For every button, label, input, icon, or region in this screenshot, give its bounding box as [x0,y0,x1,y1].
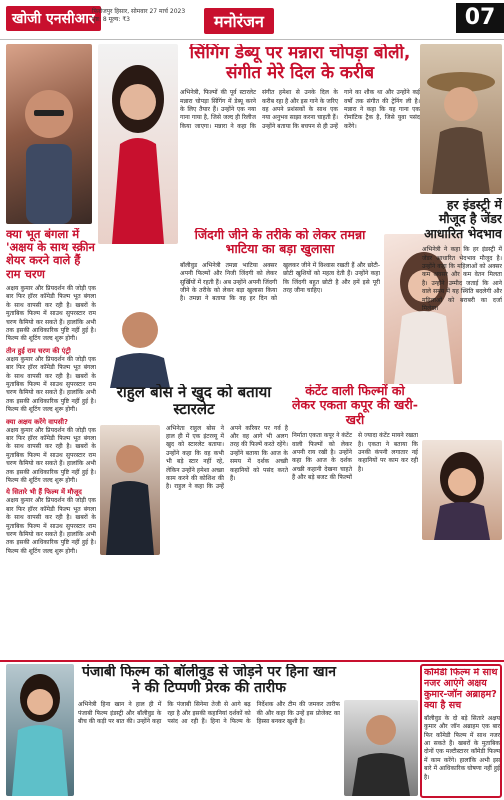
man-portrait-icon [100,425,160,555]
date-line: फिरोजपुर हिसार, सोमवार 27 मार्च 2023 पृष्ठ: 8 मूल्य: ₹3 [92,8,186,23]
subhead-akshay-1: तीन हुई राम चरण की एंट्री [6,346,71,355]
body-akshay-4: अक्षय कुमार और प्रियदर्शन की जोड़ी एक बार फिर हॉरर कॉमेडी फिल्म भूत बंगला के साथ वापसी कर रही है। खबरों के मुताबिक फिल्म में साउथ सुपरस्टार राम चरण कैमियो कर सकते हैं। हालांकि अभी तक इसकी आधिकारिक पुष्टि नहीं हुई है। फिल्म की शूटिंग जल्द शुरू होगी। [6,497,96,555]
photo-rahul [100,300,180,388]
photo-akshay [6,44,92,224]
article-comedy [424,668,500,796]
newspaper-logo: खोजी एनसीआर [6,6,101,31]
article-rahul [100,384,288,652]
subhead-akshay-3: ये सितारे भी हैं फिल्म में मौजूद [6,488,82,497]
masthead [0,0,504,40]
section-divider [0,660,504,662]
article-hina [78,664,340,798]
headline-hina: पंजाबी फिल्म को बॉलीवुड से जोड़ने पर हिना खान ने की टिप्पणी प्रेरक की तारीफ [81,664,337,697]
article-ektaa [292,384,418,658]
subhead-akshay-2: क्या अक्षय करेंगे वापसी? [6,417,68,426]
body-akshay: अक्षय कुमार और प्रियदर्शन की जोड़ी एक बार फिर हॉरर कॉमेडी फिल्म भूत बंगला के साथ वापसी कर रही है। खबरों के मुताबिक फिल्म में साउथ सुपरस्टार राम चरण कैमियो कर सकते हैं। हालांकि अभी तक इसकी आधिकारिक पुष्टि नहीं हुई है। फिल्म की शूटिंग जल्द शुरू होगी। [6,284,96,343]
woman-portrait-icon [6,664,74,796]
photo-gender [420,44,502,194]
headline-mannara: सिंगिंग डेब्यू पर मन्नारा चोपड़ा बोली, संगीत मेरे दिल के करीब [189,44,411,83]
body-comedy: बॉलीवुड के दो बड़े सितारे अक्षय कुमार और जॉन अब्राहम एक बार फिर कॉमेडी फिल्म में साथ नजर आ सकते हैं। खबरों के मुताबिक दोनों एक मल्टीस्टारर कॉमेडी फिल्म में काम करेंगे। हालांकि अभी इस बारे में आधिकारिक घोषणा नहीं हुई है। [424,714,500,781]
body-hina: अभिनेत्री हिना खान ने हाल ही में पंजाबी फिल्म इंडस्ट्री और बॉलीवुड के बीच की कड़ी पर बात की। उन्होंने कहा कि पंजाबी सिनेमा तेजी से आगे बढ़ रहा है और इसकी कहानियां दर्शकों को पसंद आ रही हैं। हिना ने फिल्म के निर्देशक और टीम की जमकर तारीफ की और कहा कि उन्हें इस प्रोजेक्ट का हिस्सा बनकर खुशी है। [78,701,340,725]
article-mannara [180,44,420,224]
photo-akshay-john [344,700,418,796]
body-rahul: अभिनेता राहुल बोस ने हाल ही में एक इंटरव्यू में खुद को स्टारलेट बताया। उन्होंने कहा कि वह कभी भी बड़े स्टार नहीं रहे, लेकिन उन्होंने हमेशा अच्छा काम करने की कोशिश की है। राहुल ने कहा कि उन्हें अपने करियर पर गर्व है और वह आगे भी अलग तरह की फिल्में करते रहेंगे। उन्होंने बताया कि आज के समय में दर्शक अच्छी कहानियों को पसंद करते हैं। [166,424,288,491]
section-title: मनोरंजन [204,8,274,34]
man-portrait-icon [100,300,180,388]
photo-ektaa [422,440,502,540]
headline-akshay: क्या भूत बंगला में 'अक्षय के साथ स्क्रीन शेयर करने वाले हैं राम चरण [6,228,95,281]
body-ektaa: निर्माता एकता कपूर ने कंटेंट वाली फिल्मों को लेकर अपनी राय रखी है। उन्होंने कहा कि आज के दर्शक अच्छी कहानी देखना चाहते हैं और बड़े बजट की फिल्मों से ज्यादा कंटेंट मायने रखता है। एकता ने बताया कि उनकी कंपनी लगातार नई कहानियों पर काम कर रही है। [292,432,418,482]
headline-gender: हर इंडस्ट्री में मौजूद है जेंडर आधारित भेदभाव [424,198,502,241]
headline-ektaa: कंटेंट वाली फिल्मों को लेकर एकता कपूर की खरी-खरी [292,384,418,427]
woman-portrait-icon [420,44,502,194]
article-zindagi [180,228,380,378]
body-zindagi: बॉलीवुड अभिनेत्री तमन्ना भाटिया अक्सर अपनी फिल्मों और निजी जिंदगी को लेकर सुर्खियों में रहती हैं। अब उन्होंने अपनी जिंदगी जीने के तरीके को लेकर बड़ा खुलासा किया है। तमन्ना ने बताया कि वह हर दिन को खुलकर जीने में विश्वास रखती हैं और छोटी-छोटी खुशियों को महत्व देती हैं। उन्होंने कहा कि जिंदगी बहुत छोटी है और हमें इसे पूरी तरह जीना चाहिए। [180,261,380,303]
body-akshay-3: अक्षय कुमार और प्रियदर्शन की जोड़ी एक बार फिर हॉरर कॉमेडी फिल्म भूत बंगला के साथ वापसी कर रही है। खबरों के मुताबिक फिल्म में साउथ सुपरस्टार राम चरण कैमियो कर सकते हैं। हालांकि अभी तक इसकी आधिकारिक पुष्टि नहीं हुई है। फिल्म की शूटिंग जल्द शुरू होगी। [6,426,96,484]
photo-rahul-small [100,425,160,555]
woman-portrait-icon [422,440,502,540]
photo-mannara [98,44,178,244]
man-portrait-icon [6,44,92,224]
article-gender [422,198,502,658]
woman-portrait-icon [98,44,178,244]
body-akshay-2: अक्षय कुमार और प्रियदर्शन की जोड़ी एक बार फिर हॉरर कॉमेडी फिल्म भूत बंगला के साथ वापसी कर रही है। खबरों के मुताबिक फिल्म में साउथ सुपरस्टार राम चरण कैमियो कर सकते हैं। हालांकि अभी तक इसकी आधिकारिक पुष्टि नहीं हुई है। फिल्म की शूटिंग जल्द शुरू होगी। [6,355,96,414]
body-mannara: अभिनेत्री, फिल्मों की पूर्व स्टारलेट मन्नारा चोपड़ा सिंगिंग में डेब्यू करने के लिए तैयार हैं। उन्होंने एक नया गाना गाया है, जिसे जल्द ही रिलीज किया जाएगा। मन्नारा ने कहा कि संगीत हमेशा से उनके दिल के करीब रहा है और इस गाने के जरिए वह अपने प्रशंसकों के साथ एक नया अनुभव साझा करना चाहती हैं। उन्होंने बताया कि बचपन से ही उन्हें गाने का शौक था और उन्होंने कई वर्षों तक संगीत की ट्रेनिंग ली है। मन्नारा ने कहा कि यह गाना एक रोमांटिक ट्रैक है, जिसे युवा पसंद करेंगे। [180,89,420,130]
headline-zindagi: जिंदगी जीने के तरीके को लेकर तमन्ना भाटिया का बड़ा खुलासा [194,228,366,257]
headline-comedy: कॉमेडी फिल्म में साथ नजर आएंगे अक्षय कुमार-जॉन अब्राहम? क्या है सच [424,668,498,711]
article-akshay [6,228,96,658]
page-number: 07 [456,3,504,33]
body-gender: अभिनेत्री ने कहा कि हर इंडस्ट्री में जेंडर आधारित भेदभाव मौजूद है। उन्होंने कहा कि महिलाओं को अक्सर कम अवसर और कम वेतन मिलता है। उन्होंने उम्मीद जताई कि आने वाले समय में यह स्थिति बदलेगी और महिलाओं को बराबरी का दर्जा मिलेगा। [422,246,502,312]
man-portrait-icon [344,700,418,796]
photo-hina [6,664,74,796]
headline-rahul: राहुल बोस ने खुद को बताया स्टारलेट [116,384,272,419]
